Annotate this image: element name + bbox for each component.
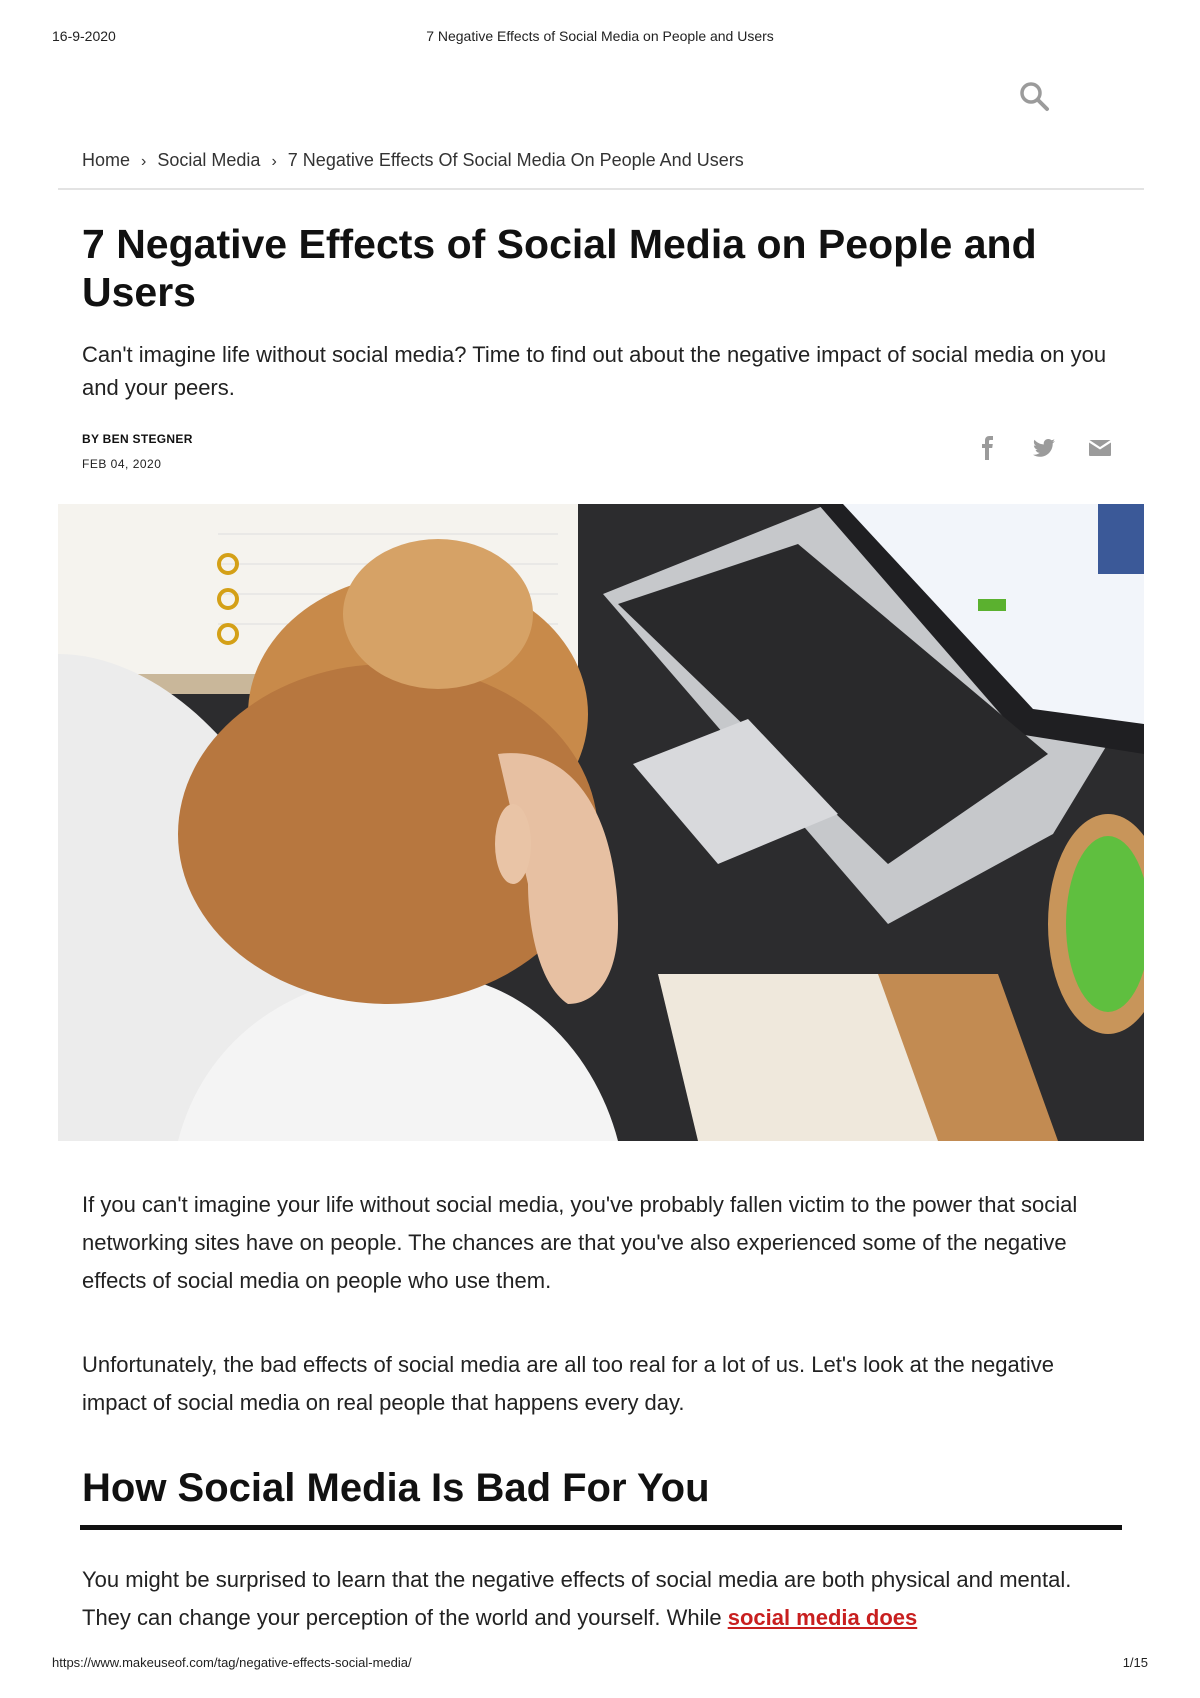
- email-icon[interactable]: [1088, 436, 1112, 460]
- author-byline: BY BEN STEGNER: [82, 432, 193, 446]
- hero-image: [58, 504, 1144, 1141]
- publish-date: FEB 04, 2020: [82, 457, 162, 471]
- facebook-icon[interactable]: [976, 436, 1000, 460]
- article-subtitle: Can't imagine life without social media? Time to find out about the negative impact of social media on you and your peers.: [82, 342, 1107, 400]
- second-paragraph: Unfortunately, the bad effects of social media are all too real for a lot of us. Let's look at the negative impact of social media on real people that happens every day.: [82, 1352, 1054, 1415]
- search-icon[interactable]: [1018, 80, 1050, 112]
- divider: [58, 188, 1144, 190]
- breadcrumb: [82, 150, 744, 171]
- intro-paragraph: If you can't imagine your life without social media, you've probably fallen victim to the power that social networking sites have on people. The chances are that you've also experienced some of the negative effects of social media on people who use them.: [82, 1192, 1078, 1293]
- section-paragraph: [82, 1561, 1122, 1637]
- social-media-does-link[interactable]: social media does: [727, 1605, 918, 1630]
- breadcrumb-home[interactable]: Home: [82, 150, 131, 170]
- section-heading: How Social Media Is Bad For You: [82, 1466, 710, 1510]
- chevron-right-icon: ›: [271, 153, 277, 170]
- breadcrumb-current: 7 Negative Effects Of Social Media On People And Users: [287, 150, 744, 170]
- twitter-icon[interactable]: [1032, 436, 1056, 460]
- heading-underline: [80, 1525, 1122, 1530]
- print-url: https://www.makeuseof.com/tag/negative-effects-social-media/: [52, 1655, 412, 1670]
- chevron-right-icon: ›: [141, 153, 147, 170]
- article-title: 7 Negative Effects of Social Media on People and Users: [82, 221, 1037, 315]
- page-number: 1/15: [1122, 1655, 1148, 1670]
- section-paragraph-text: You might be surprised to learn that the negative effects of social media are both physical and mental. They can change your perception of the world and yourself. While: [82, 1567, 1072, 1630]
- print-date: 16-9-2020: [52, 28, 116, 44]
- print-title: 7 Negative Effects of Social Media on People and Users: [426, 28, 774, 44]
- breadcrumb-social-media[interactable]: Social Media: [157, 150, 261, 170]
